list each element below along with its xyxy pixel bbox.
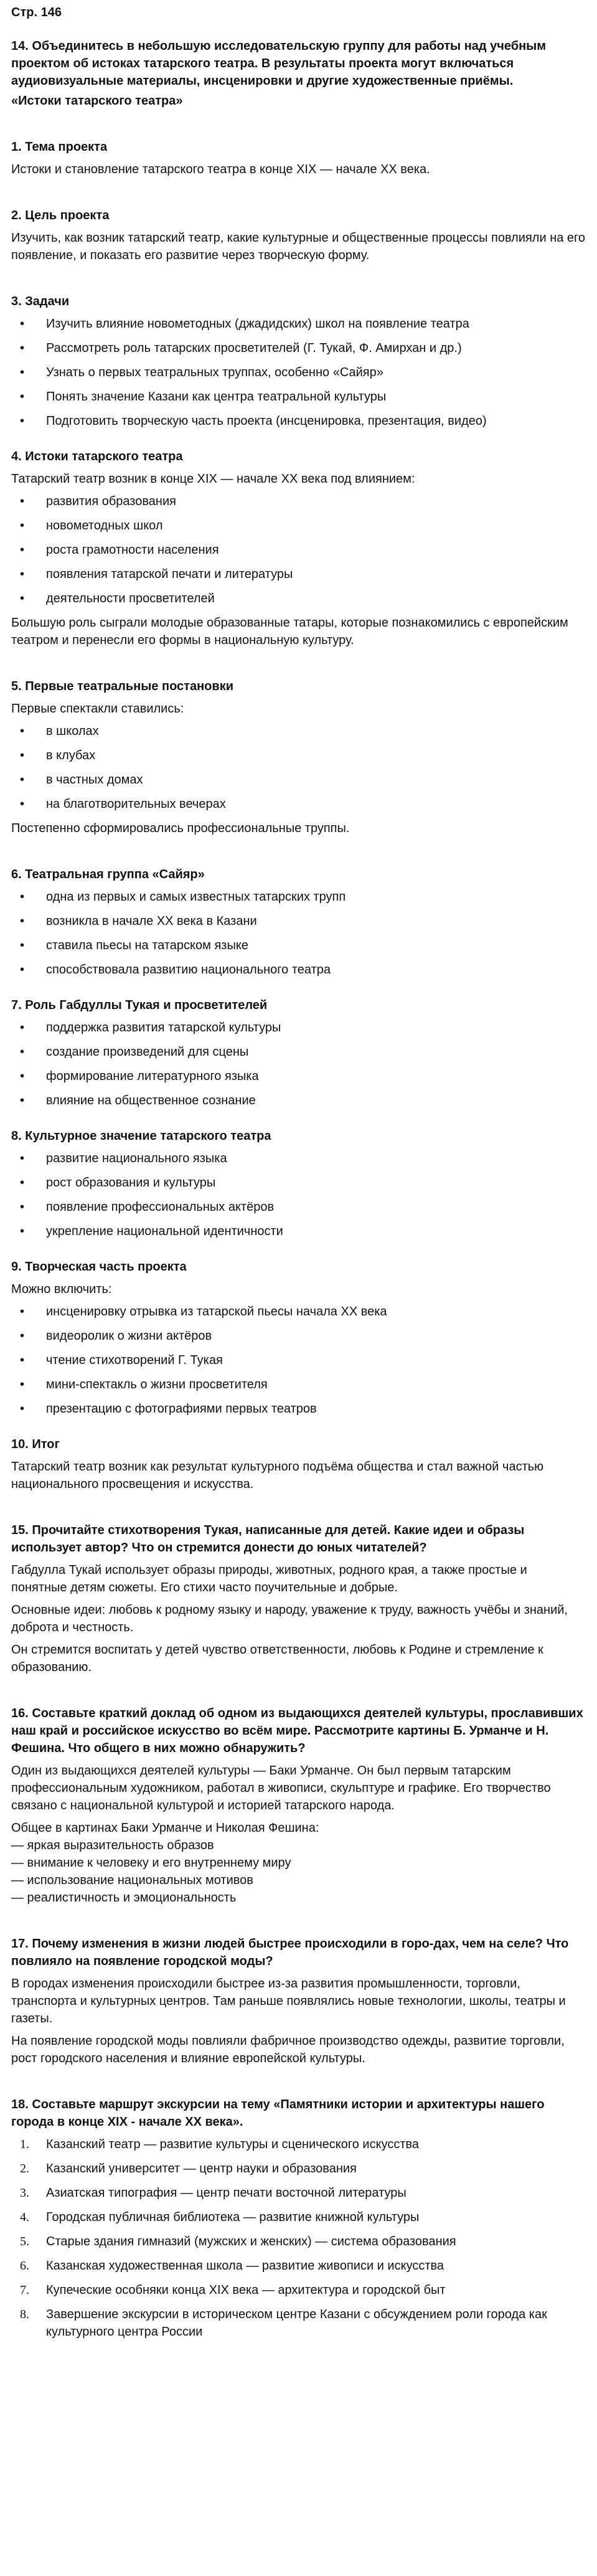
section-lead: Можно включить: (11, 1282, 112, 1296)
stop-number: 3. (20, 2186, 29, 2200)
section-lead: Первые спектакли ставились: (11, 702, 184, 716)
section-heading: 5. Первые театральные постановки (11, 680, 233, 693)
stop-text: Казанский университет — центр науки и образования (46, 2162, 357, 2176)
section-text: Изучить, как возник татарский театр, какие культурные и общественные процессы повлияли на его появление, и показать его развитие через творческую форму. (11, 231, 586, 262)
list-item: • роста грамотности населения (11, 541, 586, 559)
route-stop (11, 2160, 586, 2177)
sayyar-list (11, 888, 586, 978)
dash-item: — внимание к человеку и его внутреннему миру (11, 1856, 291, 1870)
route-stop (11, 2233, 586, 2250)
list-item: • развитие национального языка (11, 1150, 586, 1167)
stop-number: 4. (20, 2210, 29, 2224)
tukay-role-list (11, 1019, 586, 1109)
section-lead: Татарский театр возник в конце XIX — начале XX века под влиянием: (11, 472, 415, 486)
section-10 (11, 1436, 586, 1493)
list-item: • в школах (11, 722, 586, 740)
section-text: Истоки и становление татарского театра в конце XIX — начале XX века. (11, 163, 430, 176)
list-item: • видеоролик о жизни актёров (11, 1327, 586, 1345)
route-stop (11, 2257, 586, 2275)
answer-paragraph: Общее в картинах Баки Урманче и Николая Фешина: (11, 1821, 319, 1835)
section-8 (11, 1127, 586, 1240)
dash-item: — использование национальных мотивов (11, 1873, 253, 1887)
answer-paragraph: Основные идеи: любовь к родному языку и народу, уважение к труду, важность учёбы и знаний, доброта и честность. (11, 1603, 568, 1634)
creative-list (11, 1303, 586, 1418)
list-item: • появление профессиональных актёров (11, 1198, 586, 1216)
stop-number: 5. (20, 2235, 29, 2248)
section-2 (11, 207, 586, 264)
stop-text: Казанский театр — развитие культуры и сценического искусства (46, 2138, 420, 2151)
list-item: • в клубах (11, 747, 586, 764)
section-heading: 10. Итог (11, 1437, 60, 1451)
stop-text: Городская публичная библиотека — развитие книжной культуры (46, 2210, 420, 2224)
list-item: • презентацию с фотографиями первых театров (11, 1400, 586, 1418)
list-item: • одна из первых и самых известных татарских трупп (11, 888, 586, 906)
list-item: • рост образования и культуры (11, 1174, 586, 1191)
answer-paragraph: Он стремится воспитать у детей чувство ответственности, любовь к Родине и стремление к образованию. (11, 1643, 543, 1674)
list-item: • Понять значение Казани как центра театральной культуры (11, 388, 586, 405)
section-text: Большую роль сыграли молодые образованные татары, которые познакомились с европейским театром и перенесли его формы в национальную культуру. (11, 616, 568, 647)
task-15 (11, 1522, 586, 1676)
stop-number: 8. (20, 2308, 29, 2321)
route-stop (11, 2306, 586, 2341)
list-item: • способствовала развитию национального театра (11, 961, 586, 978)
list-item: • формирование литературного языка (11, 1068, 586, 1085)
task-14-question: 14. Объединитесь в небольшую исследовательскую группу для работы над учебным проектом об истоках татарского театра. В результаты проекта могут включаться аудиовизуальные материалы, инсценировки и другие художественные приёмы. (11, 39, 547, 88)
section-heading: 9. Творческая часть проекта (11, 1260, 187, 1274)
significance-list (11, 1150, 586, 1240)
answer-paragraph: В городах изменения происходили быстрее из-за развития промышленности, торговли, транспорта и культурных центров. Там раньше появлялись новые технологии, школы, театры и газеты. (11, 1977, 566, 2025)
section-4 (11, 448, 586, 649)
section-text: Постепенно сформировались профессиональные труппы. (11, 822, 350, 835)
list-item: • ставила пьесы на татарском языке (11, 937, 586, 954)
dash-item: — реалистичность и эмоциональность (11, 1891, 237, 1905)
task-15-question: 15. Прочитайте стихотворения Тукая, написанные для детей. Какие идеи и образы использует автор? Что он стремится донести до юных читателей? (11, 1523, 525, 1555)
list-item: • укрепление национальной идентичности (11, 1223, 586, 1240)
stop-text: Купеческие особняки конца XIX века — архитектура и городской быт (46, 2283, 446, 2297)
route-stop (11, 2209, 586, 2226)
route-stop (11, 2136, 586, 2153)
list-item: • Рассмотреть роль татарских просветителей (Г. Тукай, Ф. Амирхан и др.) (11, 339, 586, 357)
task-list (11, 315, 586, 430)
stop-number: 6. (20, 2259, 29, 2273)
list-item: • появления татарской печати и литературы (11, 566, 586, 583)
section-heading: 6. Театральная группа «Сайяр» (11, 868, 205, 881)
list-item: • создание произведений для сцены (11, 1043, 586, 1061)
section-7 (11, 997, 586, 1109)
section-9 (11, 1258, 586, 1418)
list-item: • новометодных школ (11, 517, 586, 534)
list-item: • Подготовить творческую часть проекта (инсценировка, презентация, видео) (11, 412, 586, 430)
list-item: • на благотворительных вечерах (11, 795, 586, 813)
list-item: • поддержка развития татарской культуры (11, 1019, 586, 1036)
route-stop (11, 2281, 586, 2299)
excursion-route-list (11, 2136, 586, 2341)
stop-text: Завершение экскурсии в историческом центре Казани с обсуждением роли города как культурного центра России (46, 2308, 547, 2339)
stop-number: 2. (20, 2162, 29, 2176)
list-item: • инсценировку отрывка из татарской пьесы начала XX века (11, 1303, 586, 1320)
list-item: • развития образования (11, 493, 586, 510)
section-heading: 2. Цель проекта (11, 209, 110, 222)
list-item: • Изучить влияние новометодных (джадидских) школ на появление театра (11, 315, 586, 333)
task-18 (11, 2096, 586, 2341)
stop-text: Старые здания гимназий (мужских и женских) — система образования (46, 2235, 456, 2248)
stop-number: 1. (20, 2138, 29, 2151)
stop-text: Азиатская типография — центр печати восточной литературы (46, 2186, 407, 2200)
section-heading: 1. Тема проекта (11, 140, 108, 154)
section-text: Татарский театр возник как результат культурного подъёма общества и стал важной частью национального просвещения и искусства. (11, 1460, 544, 1491)
stop-text: Казанская художественная школа — развитие живописи и искусства (46, 2259, 444, 2273)
section-1 (11, 138, 586, 178)
list-item: • мини-спектакль о жизни просветителя (11, 1376, 586, 1393)
task-16 (11, 1705, 586, 1906)
section-5 (11, 678, 586, 837)
section-3 (11, 293, 586, 430)
route-stop (11, 2184, 586, 2202)
task-17-question: 17. Почему изменения в жизни людей быстрее происходили в горо-дах, чем на селе? Что повлияло на появление городской моды? (11, 1937, 569, 1968)
answer-paragraph: Один из выдающихся деятелей культуры — Баки Урманче. Он был первым татарским профессиональным художником, работал в живописи, скульптуре и графике. Его творчество связано с национальной культурой и историей татарского народа. (11, 1764, 551, 1812)
task-18-question: 18. Составьте маршрут экскурсии на тему «Памятники истории и архитектуры нашего города в конце XIX - начале XX века». (11, 2098, 545, 2129)
influence-list (11, 493, 586, 607)
list-item: • влияние на общественное сознание (11, 1092, 586, 1109)
section-heading: 7. Роль Габдуллы Тукая и просветителей (11, 998, 268, 1012)
list-item: • чтение стихотворений Г. Тукая (11, 1352, 586, 1369)
task-16-question: 16. Составьте краткий доклад об одном из выдающихся деятелей культуры, прославивших наш край и российское искусство во всём мире. Рассмотрите картины Б. Урманче и Н. Фешина. Что общего в них можно обнаружить? (11, 1707, 583, 1755)
section-heading: 8. Культурное значение татарского театра (11, 1129, 271, 1143)
page-number: Стр. 146 (11, 6, 62, 19)
list-item: • в частных домах (11, 771, 586, 788)
answer-paragraph: На появление городской моды повлияли фабричное производство одежды, развитие торговли, рост городского населения и влияние европейской культуры. (11, 2034, 565, 2065)
stop-number: 7. (20, 2283, 29, 2297)
section-heading: 3. Задачи (11, 295, 70, 308)
answer-paragraph: Габдулла Тукай использует образы природы, животных, родного края, а также простые и понятные детям сюжеты. Его стихи часто поучительные и добрые. (11, 1563, 527, 1594)
dash-item: — яркая выразительность образов (11, 1839, 214, 1852)
project-title: «Истоки татарского театра» (11, 94, 183, 108)
list-item: • возникла в начале XX века в Казани (11, 912, 586, 930)
list-item: • Узнать о первых театральных труппах, особенно «Сайяр» (11, 364, 586, 381)
venue-list (11, 722, 586, 813)
task-17 (11, 1935, 586, 2067)
section-6 (11, 866, 586, 978)
list-item: • деятельности просветителей (11, 590, 586, 607)
section-heading: 4. Истоки татарского театра (11, 450, 183, 463)
